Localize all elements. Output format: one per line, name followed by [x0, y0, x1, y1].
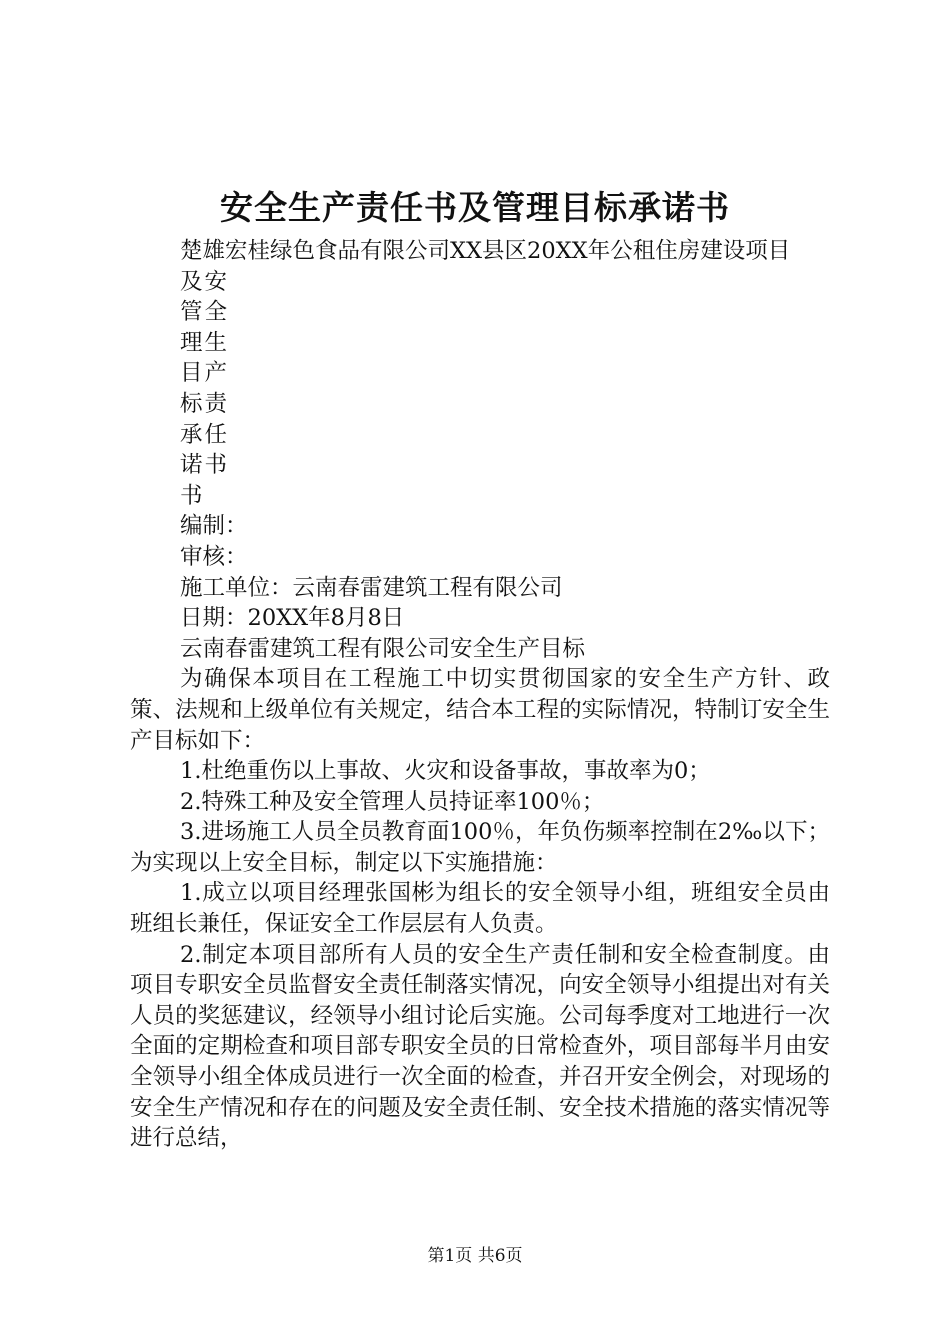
reviewed-by-line: 审核：: [180, 543, 248, 570]
vertical-row: 及安: [180, 268, 230, 295]
intro-paragraph: 楚雄宏桂绿色食品有限公司XX县区20XX年公租住房建设项目: [180, 238, 791, 264]
body-paragraph: 1.杜绝重伤以上事故、火灾和设备事故，事故率为0；: [180, 758, 711, 785]
body-paragraph: 2.特殊工种及安全管理人员持证率100％；: [180, 788, 605, 815]
vertical-row: 承任: [180, 421, 230, 448]
contractor-line: 施工单位：云南春雷建筑工程有限公司: [180, 574, 563, 601]
body-paragraph: 2.制定本项目部所有人员的安全生产责任制和安全检查制度。由项目专职安全员监督安全责任制落实情况，向安全领导小组提出对有关人员的奖惩建议，经领导小组讨论后实施。公司每季度对工地进行一次全面的定期检查和项目部专职安全员的日常检查外，项目部每半月由安全领导小组全体成员进行一次全面的检查，并召开安全例会，对现场的安全生产情况和存在的问题及安全责任制、安全技术措施的落实情况等进行总结，: [130, 941, 830, 1152]
body-paragraph: 1.成立以项目经理张国彬为组长的安全领导小组，班组安全员由班组长兼任，保证安全工作层层有人负责。: [130, 880, 830, 938]
page-footer: 第1页 共6页: [427, 1246, 523, 1266]
vertical-row: 书: [180, 482, 205, 509]
vertical-row: 目产: [180, 360, 230, 387]
vertical-row: 理生: [180, 329, 230, 356]
vertical-row: 诺书: [180, 452, 230, 479]
vertical-row: 管全: [180, 299, 230, 326]
date-line: 日期：20XX年8月8日: [180, 605, 405, 632]
body-paragraph: 为确保本项目在工程施工中切实贯彻国家的安全生产方针、政策、法规和上级单位有关规定，结合本工程的实际情况，特制订安全生产目标如下：: [130, 666, 830, 754]
document-title: 安全生产责任书及管理目标承诺书: [220, 188, 730, 227]
body-paragraph: 3.进场施工人员全员教育面100％，年负伤频率控制在2‰以下；为实现以上安全目标，制定以下实施措施：: [130, 819, 830, 876]
compiled-by-line: 编制：: [180, 513, 248, 540]
section-heading: 云南春雷建筑工程有限公司安全生产目标: [180, 635, 586, 662]
vertical-title-block: [130, 267, 830, 512]
document-body: [130, 236, 830, 1154]
vertical-row: 标责: [180, 390, 230, 417]
